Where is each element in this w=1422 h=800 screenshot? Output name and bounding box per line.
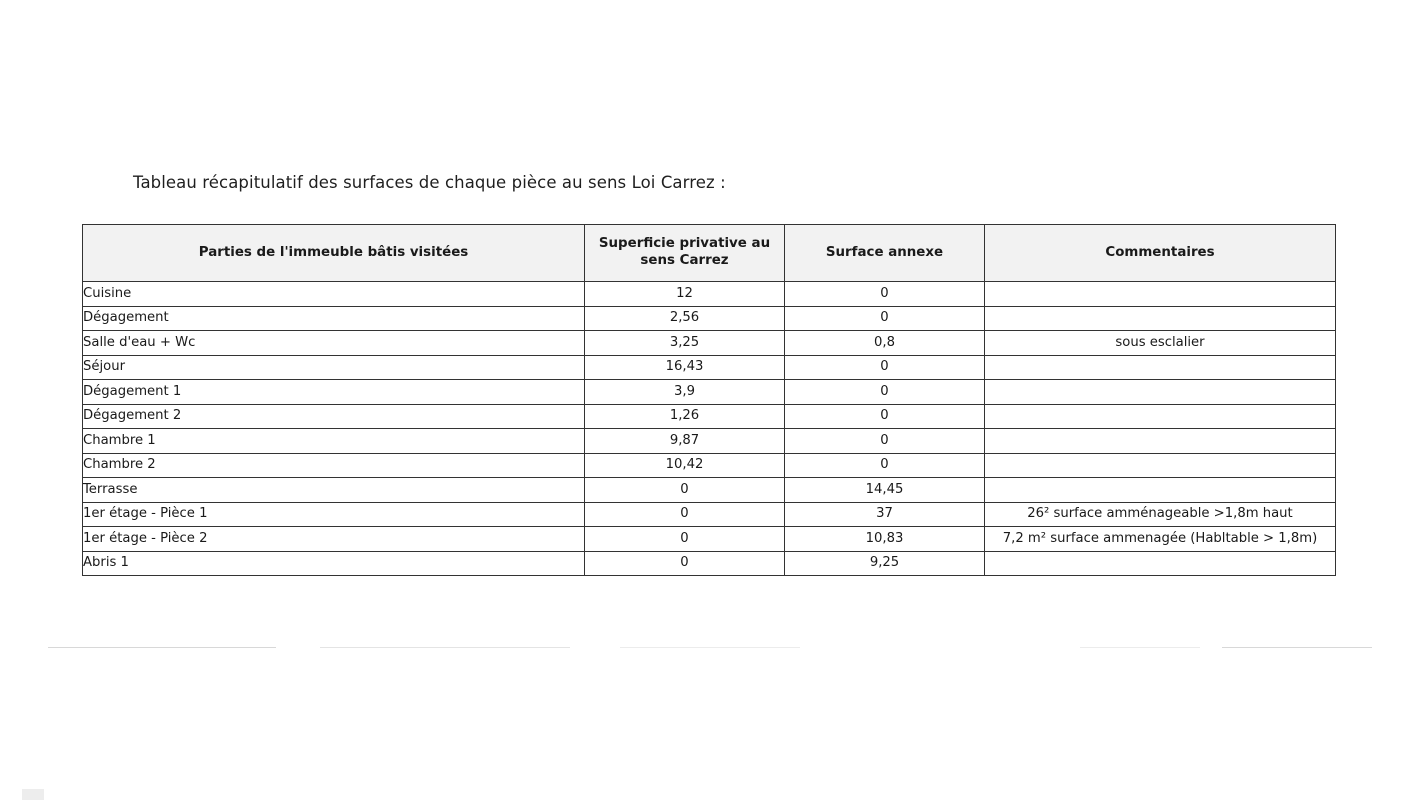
cell-comment <box>985 404 1336 429</box>
cell-room: Salle d'eau + Wc <box>83 331 585 356</box>
column-header-commentaires: Commentaires <box>985 225 1336 282</box>
table-row <box>83 331 1336 356</box>
column-header-surface-annexe: Surface annexe <box>785 225 985 282</box>
page-artifact-line <box>48 647 276 648</box>
cell-annexe: 9,25 <box>785 551 985 576</box>
page-artifact-line <box>320 647 570 648</box>
cell-comment <box>985 380 1336 405</box>
cell-annexe: 0 <box>785 355 985 380</box>
cell-comment <box>985 355 1336 380</box>
cell-carrez: 2,56 <box>585 306 785 331</box>
cell-carrez: 3,9 <box>585 380 785 405</box>
cell-carrez: 0 <box>585 551 785 576</box>
cell-carrez: 3,25 <box>585 331 785 356</box>
table-row <box>83 429 1336 454</box>
cell-carrez: 1,26 <box>585 404 785 429</box>
cell-comment: 26² surface amménageable >1,8m haut <box>985 502 1336 527</box>
cell-annexe: 0 <box>785 453 985 478</box>
page-title: Tableau récapitulatif des surfaces de chaque pièce au sens Loi Carrez : <box>133 173 726 192</box>
page-artifact-line <box>1080 647 1200 648</box>
column-header-superficie-carrez: Superficie privative au sens Carrez <box>585 225 785 282</box>
table-row <box>83 355 1336 380</box>
cell-carrez: 9,87 <box>585 429 785 454</box>
cell-room: Abris 1 <box>83 551 585 576</box>
cell-annexe: 37 <box>785 502 985 527</box>
cell-room: Chambre 2 <box>83 453 585 478</box>
cell-room: 1er étage - Pièce 1 <box>83 502 585 527</box>
cell-comment <box>985 453 1336 478</box>
table-row <box>83 306 1336 331</box>
column-header-parties: Parties de l'immeuble bâtis visitées <box>83 225 585 282</box>
cell-annexe: 0 <box>785 404 985 429</box>
cell-room: Terrasse <box>83 478 585 503</box>
cell-room: 1er étage - Pièce 2 <box>83 527 585 552</box>
cell-comment <box>985 306 1336 331</box>
cell-carrez: 16,43 <box>585 355 785 380</box>
cell-comment <box>985 478 1336 503</box>
cell-annexe: 0 <box>785 306 985 331</box>
cell-carrez: 10,42 <box>585 453 785 478</box>
cell-comment: 7,2 m² surface ammenagée (Habltable > 1,8m) <box>985 527 1336 552</box>
cell-annexe: 0 <box>785 282 985 307</box>
cell-annexe: 0 <box>785 429 985 454</box>
table-row <box>83 453 1336 478</box>
cell-room: Séjour <box>83 355 585 380</box>
cell-carrez: 0 <box>585 502 785 527</box>
table-row <box>83 404 1336 429</box>
cell-room: Dégagement 2 <box>83 404 585 429</box>
carrez-summary-table <box>82 224 1336 576</box>
cell-carrez: 0 <box>585 478 785 503</box>
carrez-summary-table-wrapper <box>82 224 1335 576</box>
cell-comment <box>985 282 1336 307</box>
table-row <box>83 502 1336 527</box>
cell-room: Dégagement <box>83 306 585 331</box>
cell-annexe: 0 <box>785 380 985 405</box>
table-row <box>83 478 1336 503</box>
cell-carrez: 0 <box>585 527 785 552</box>
page-artifact-line <box>1222 647 1372 648</box>
table-row <box>83 380 1336 405</box>
cell-comment: sous esclalier <box>985 331 1336 356</box>
table-row <box>83 527 1336 552</box>
table-header-row <box>83 225 1336 282</box>
page-artifact-line <box>620 647 800 648</box>
cell-carrez: 12 <box>585 282 785 307</box>
table-row <box>83 551 1336 576</box>
cell-room: Cuisine <box>83 282 585 307</box>
cell-comment <box>985 429 1336 454</box>
page-artifact-block <box>22 789 44 800</box>
table-row <box>83 282 1336 307</box>
cell-room: Chambre 1 <box>83 429 585 454</box>
cell-room: Dégagement 1 <box>83 380 585 405</box>
cell-comment <box>985 551 1336 576</box>
cell-annexe: 0,8 <box>785 331 985 356</box>
cell-annexe: 14,45 <box>785 478 985 503</box>
cell-annexe: 10,83 <box>785 527 985 552</box>
